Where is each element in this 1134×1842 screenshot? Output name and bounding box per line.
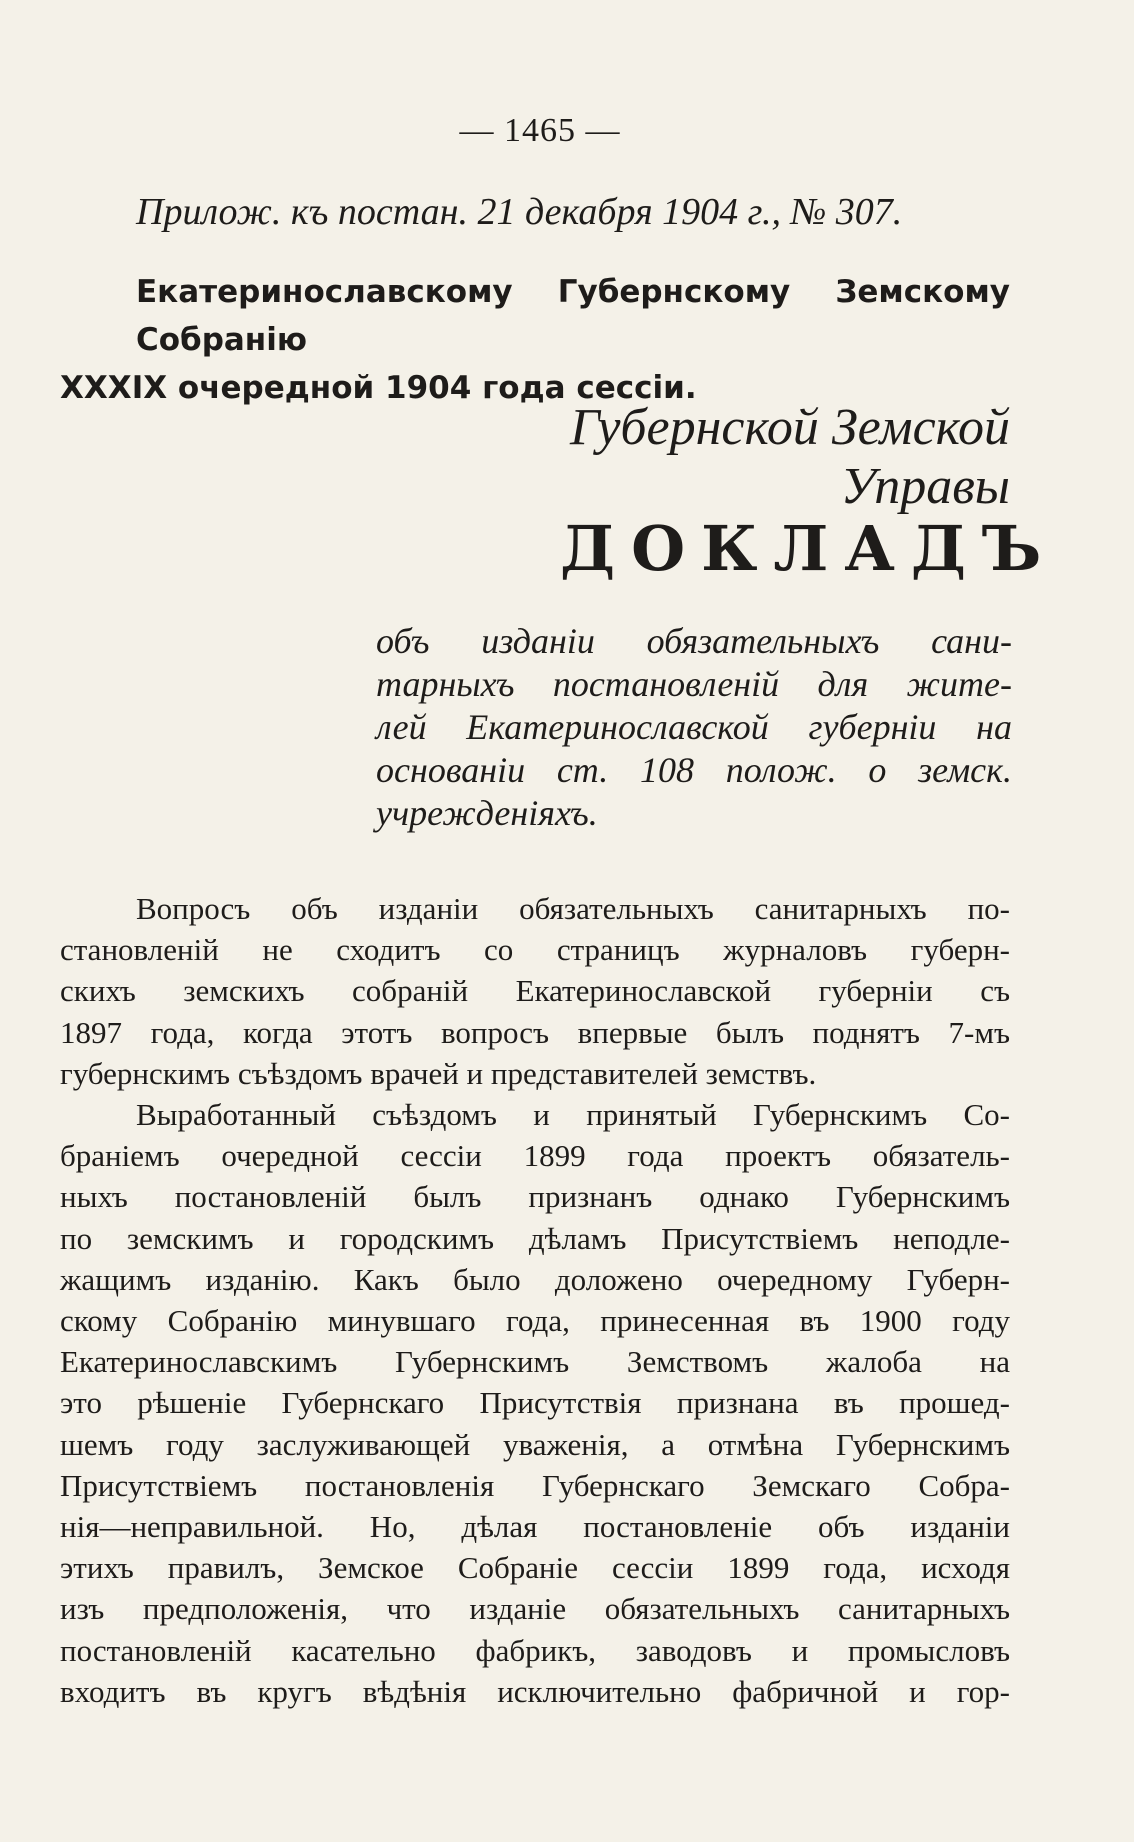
paragraph-1-line: скихъ земскихъ собраній Екатеринославской губерніи съ [60, 973, 1010, 1009]
paragraph-2-line: Присутствіемъ постановленія Губернскаго Земскаго Собра- [60, 1467, 1010, 1503]
assembly-header-line-2: XXXIX очередной 1904 года сессіи. [60, 370, 697, 406]
report-subtitle [376, 620, 1012, 835]
paragraph-2-line: изъ предположенія, что изданіе обязательныхъ санитарныхъ [60, 1591, 1010, 1627]
board-name: Губернской Земской Управы [569, 399, 1010, 515]
assembly-header-line-1: Екатеринославскому Губернскому Земскому Собранію [136, 274, 1010, 358]
report-title: ДОКЛАДЪ [560, 512, 1058, 585]
assembly-header [60, 268, 1010, 412]
paragraph-2-line: нія—неправильной. Но, дѣлая постановленіе объ изданіи [60, 1509, 1010, 1545]
paragraph-2-line: шемъ году заслуживающей уваженія, а отмѣна Губернскимъ [60, 1426, 1010, 1462]
paragraph-2-line: этихъ правилъ, Земское Собраніе сессіи 1899 года, исходя [60, 1550, 1010, 1586]
paragraph-2-line: браніемъ очередной сессіи 1899 года проектъ обязатель- [60, 1138, 1010, 1174]
paragraph-2-line: входитъ въ кругъ вѣдѣнія исключительно фабричной и гор- [60, 1673, 1010, 1709]
paragraph-2-line: по земскимъ и городскимъ дѣламъ Присутствіемъ неподле- [60, 1220, 1010, 1256]
attachment-note: Прилож. къ постан. 21 декабря 1904 г., № 307. [136, 191, 903, 233]
report-subtitle-line: тарныхъ постановленій для жите- [376, 664, 1012, 704]
paragraph-2-line: это рѣшеніе Губернскаго Присутствія признана въ прошед- [60, 1385, 1010, 1421]
report-subtitle-line: лей Екатеринославской губерніи на [376, 707, 1012, 747]
page-number: — 1465 — [459, 112, 621, 149]
paragraph-1-line: губернскимъ съѣздомъ врачей и представителей земствъ. [60, 1055, 817, 1091]
paragraph-2-line: Екатеринославскимъ Губернскимъ Земствомъ жалоба на [60, 1344, 1010, 1380]
paragraph-2-line: ныхъ постановленій былъ признанъ однако Губернскимъ [60, 1179, 1010, 1215]
paragraph-1-line: становленій не сходитъ со страницъ журналовъ губерн- [60, 932, 1010, 968]
paragraph-2-line: жащимъ изданію. Какъ было доложено очередному Губерн- [60, 1261, 1010, 1297]
paragraph-2-line: постановленій касательно фабрикъ, заводовъ и промысловъ [60, 1632, 1010, 1668]
paragraph-2-line: скому Собранію минувшаго года, принесенная въ 1900 году [60, 1303, 1010, 1339]
body-text [60, 888, 1010, 1712]
paragraph-1-line: Вопросъ объ изданіи обязательныхъ санитарныхъ по- [136, 891, 1010, 926]
report-subtitle-line: учрежденіяхъ. [376, 793, 598, 833]
report-subtitle-line: основаніи ст. 108 полож. о земск. [376, 750, 1012, 790]
report-subtitle-line: объ изданіи обязательныхъ сани- [376, 621, 1012, 661]
paragraph-1-line: 1897 года, когда этотъ вопросъ впервые былъ поднятъ 7-мъ [60, 1014, 1010, 1050]
paragraph-2-line: Выработанный съѣздомъ и принятый Губернскимъ Со- [136, 1097, 1010, 1133]
